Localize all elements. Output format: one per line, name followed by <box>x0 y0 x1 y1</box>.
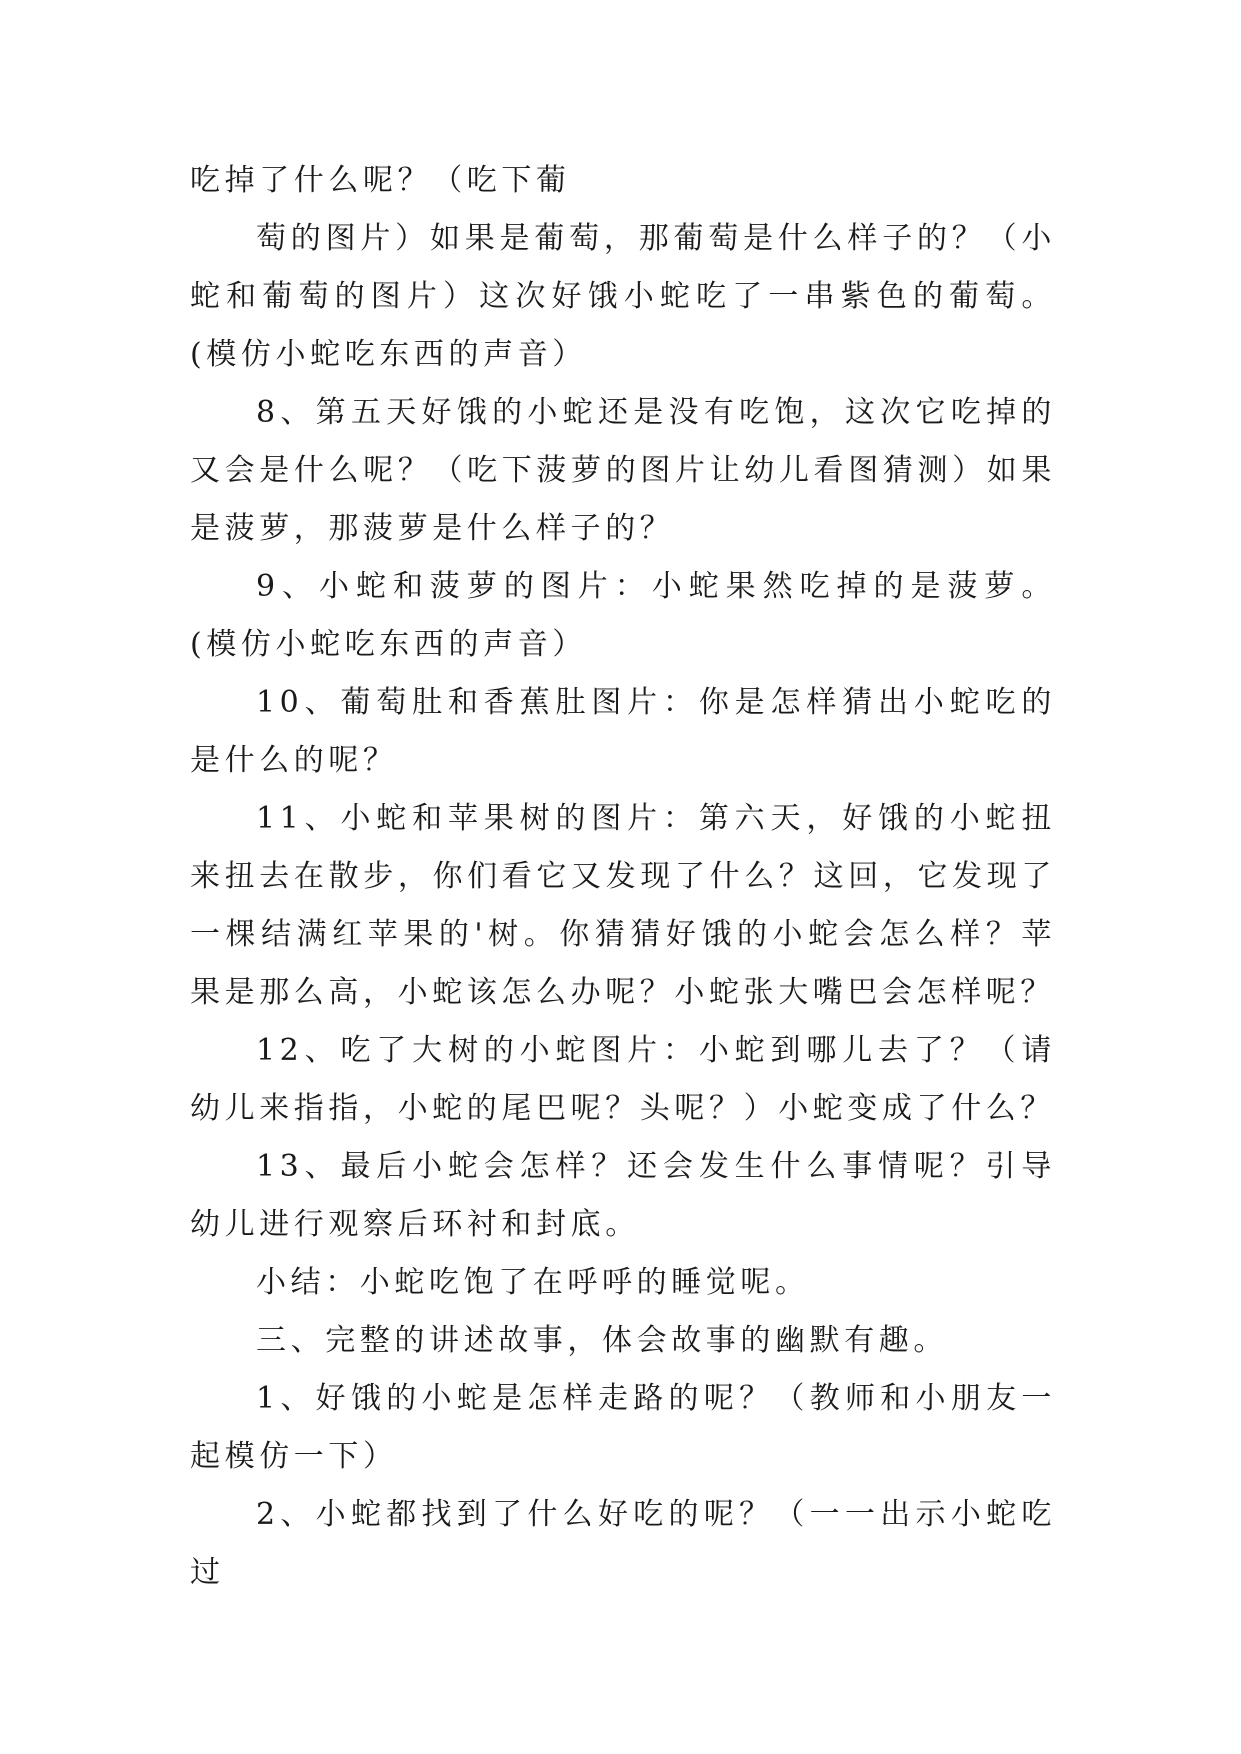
paragraph: 8、第五天好饿的小蛇还是没有吃饱，这次它吃掉的又会是什么呢？（吃下菠萝的图片让幼儿看图猜测）如果是菠萝，那菠萝是什么样子的？ <box>190 395 1056 546</box>
paragraph: 11、小蛇和苹果树的图片：第六天，好饿的小蛇扭来扭去在散步，你们看它又发现了什么？这回，它发现了一棵结满红苹果的'树。你猜猜好饿的小蛇会怎么样？苹果是那么高，小蛇该怎么办呢？小蛇张大嘴巴会怎样呢？ <box>190 801 1056 1010</box>
paragraph: 10、葡萄肚和香蕉肚图片：你是怎样猜出小蛇吃的是什么的呢？ <box>190 685 1056 778</box>
document-page <box>190 152 1056 1602</box>
paragraph: 1、好饿的小蛇是怎样走路的呢？（教师和小朋友一起模仿一下） <box>190 1381 1056 1474</box>
paragraph: 13、最后小蛇会怎样？还会发生什么事情呢？引导幼儿进行观察后环衬和封底。 <box>190 1149 1056 1242</box>
paragraph: 吃掉了什么呢？（吃下葡 <box>190 163 571 198</box>
paragraph: 2、小蛇都找到了什么好吃的呢？（一一出示小蛇吃过 <box>190 1497 1056 1590</box>
paragraph: 萄的图片）如果是葡萄，那葡萄是什么样子的？（小蛇和葡萄的图片）这次好饿小蛇吃了一串紫色的葡萄。(模仿小蛇吃东西的声音） <box>190 221 1056 372</box>
paragraph: 12、吃了大树的小蛇图片：小蛇到哪儿去了？（请幼儿来指指，小蛇的尾巴呢？头呢？）小蛇变成了什么？ <box>190 1033 1056 1126</box>
paragraph: 三、完整的讲述故事，体会故事的幽默有趣。 <box>256 1323 948 1358</box>
paragraph: 9、小蛇和菠萝的图片：小蛇果然吃掉的是菠萝。(模仿小蛇吃东西的声音） <box>190 569 1056 662</box>
paragraph: 小结：小蛇吃饱了在呼呼的睡觉呢。 <box>256 1265 810 1300</box>
